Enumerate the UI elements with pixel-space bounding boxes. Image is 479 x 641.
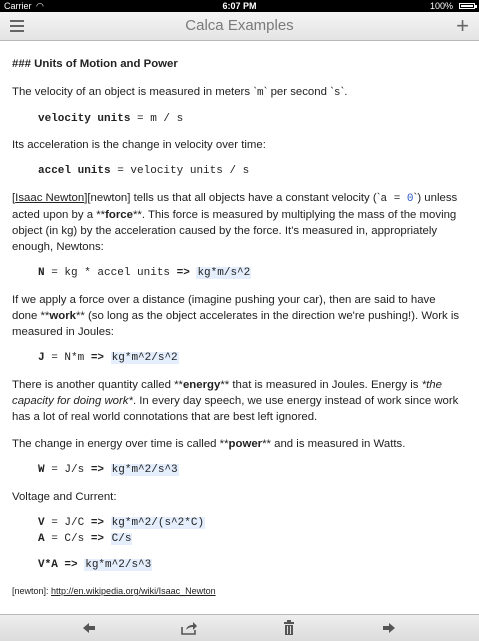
reference-url-link[interactable]: http://en.wikipedia.org/wiki/Isaac_Newton [51, 586, 216, 596]
code-joule-unit: J = N*m => kg*m^2/s^2 [38, 352, 178, 364]
result-highlight: kg*m^2/(s^2*C) [111, 517, 205, 529]
paragraph-work: If we apply a force over a distance (imagine pushing your car), then are said to have done **work** (so long as the object accelerates in the direction we're pushing!). Work is measured in Joules: [12, 294, 460, 338]
paragraph-voltage: Voltage and Current: [12, 491, 117, 503]
forward-arrow-icon[interactable] [380, 619, 398, 637]
add-icon[interactable]: + [456, 13, 469, 38]
wifi-icon: ◠ [36, 1, 44, 11]
battery-tip [475, 5, 477, 8]
paragraph-newton: [Isaac Newton][newton] tells us that all objects have a constant velocity (`a = 0`) unless acted upon by a **force**. This force is measured by multiplying the mass of the moving object (in kg) by the acceleration caused by the force. It's measured in, appropriately enough, Newtons: [12, 192, 458, 253]
result-highlight: kg*m^2/s^3 [85, 559, 152, 571]
code-newton-unit: N = kg * accel units => kg*m/s^2 [38, 267, 251, 279]
back-arrow-icon[interactable] [80, 619, 98, 637]
paragraph-acceleration: Its acceleration is the change in velocity over time: [12, 139, 266, 151]
code-power-unit: V*A => kg*m^2/s^3 [38, 559, 152, 571]
status-time: 6:07 PM [222, 1, 257, 11]
status-bar [0, 0, 479, 12]
trash-icon[interactable] [280, 619, 298, 637]
share-icon[interactable] [180, 619, 198, 637]
code-watt-unit: W = J/s => kg*m^2/s^3 [38, 464, 178, 476]
newton-link[interactable]: Isaac Newton [15, 192, 85, 204]
result-highlight: kg*m/s^2 [197, 267, 251, 279]
reference-line: [newton]: http://en.wikipedia.org/wiki/Isaac_Newton [12, 586, 216, 596]
paragraph-energy: There is another quantity called **energy** that is measured in Joules. Energy is *the capacity for doing work*. In every day speech, we use energy instead of work since work has a lot of real world connotations that are best left ignored. [12, 379, 459, 423]
code-volt-unit: V = J/C => kg*m^2/(s^2*C) [38, 517, 205, 529]
section-heading: ### Units of Motion and Power [12, 58, 178, 70]
code-amp-unit: A = C/s => C/s [38, 533, 132, 545]
result-highlight: kg*m^2/s^3 [111, 464, 178, 476]
code-accel-units: accel units = velocity units / s [38, 165, 250, 177]
paragraph-velocity: The velocity of an object is measured in meters `m` per second `s`. [12, 86, 348, 99]
page-title: Calca Examples [185, 17, 294, 34]
battery-percent: 100% [429, 1, 453, 11]
carrier-label: Carrier [4, 1, 32, 11]
result-highlight: kg*m^2/s^2 [111, 352, 178, 364]
document-body[interactable] [12, 56, 464, 599]
battery-icon [459, 3, 475, 9]
code-velocity-units: velocity units = m / s [38, 113, 184, 125]
paragraph-power: The change in energy over time is called **power** and is measured in Watts. [12, 438, 406, 450]
nav-bar [0, 12, 479, 41]
result-highlight: C/s [111, 533, 132, 545]
bottom-toolbar [0, 614, 479, 641]
